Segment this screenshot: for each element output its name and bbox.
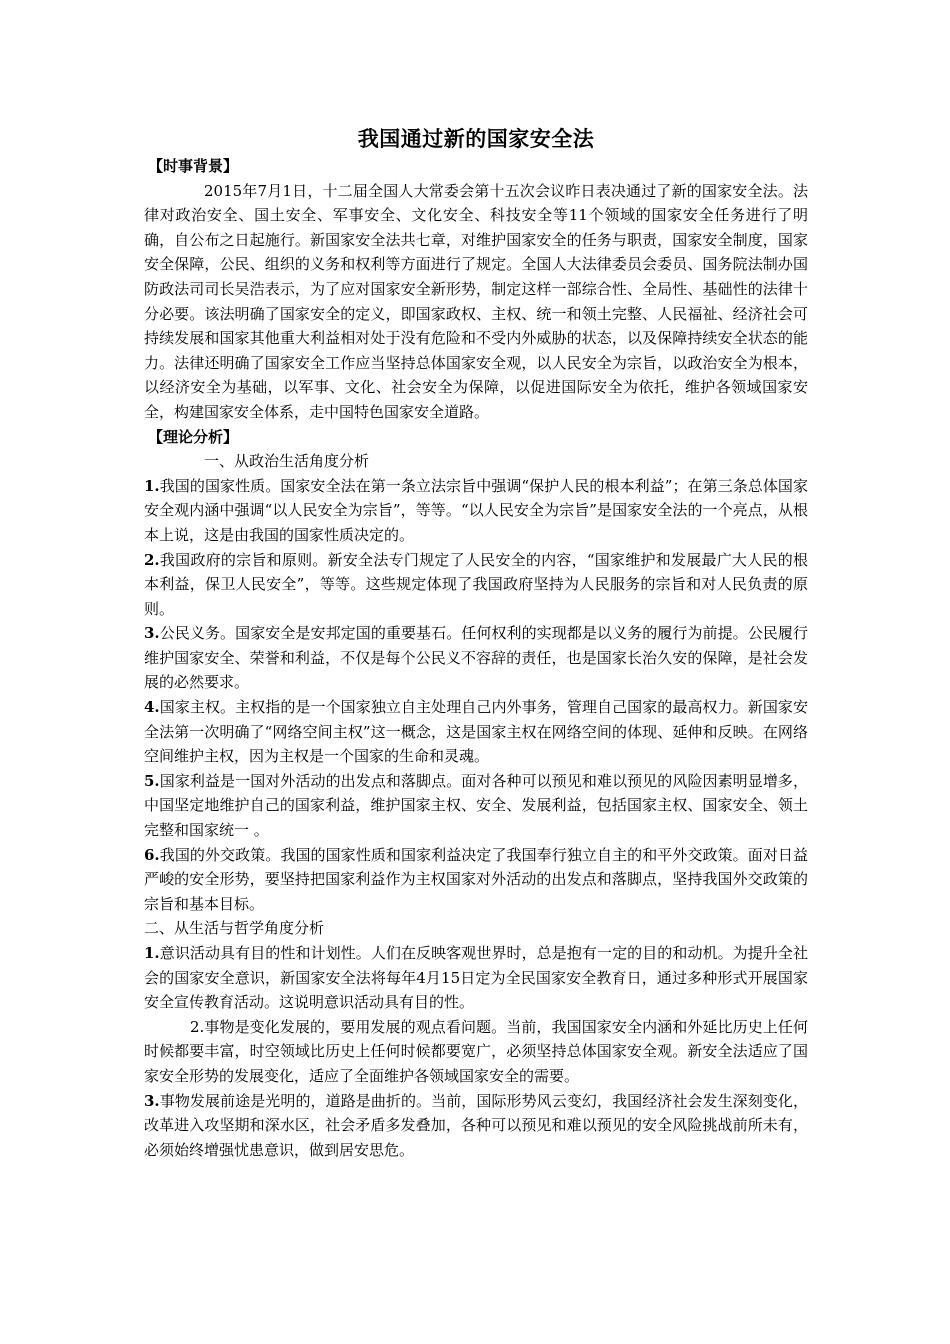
item-text: 我国政府的宗旨和原则。新安全法专门规定了人民安全的内容，“国家维护和发展最广大人民的根本利益，保卫人民安全”，等等。这些规定体现了我国政府坚持为人民服务的宗旨和对人民负责的原则。 bbox=[144, 550, 808, 618]
item-number: 6. bbox=[144, 845, 160, 864]
item-text: 国家主权。主权指的是一个国家独立自主处理自己内外事务，管理自己国家的最高权力。新国家安全法第一次明确了“网络空间主权”这一概念，这是国家主权在网络空间的体现、延伸和反映。在网络空间维护主权，因为主权是一个国家的生命和灵魂。 bbox=[144, 698, 808, 766]
background-paragraph: 2015年7月1日，十二届全国人大常委会第十五次会议昨日表决通过了新的国家安全法。法律对政治安全、国土安全、军事安全、文化安全、科技安全等11个领域的国家安全任务进行了明确，自公布之日起施行。新国家安全法共七章，对维护国家安全的任务与职责，国家安全制度，国家安全保障，公民、组织的义务和权利等方面进行了规定。全国人大法律委员会委员、国务院法制办国防政法司司长吴浩表示，为了应对国家安全新形势，制定这样一部综合性、全局性、基础性的法律十分必要。该法明确了国家安全的定义，即国家政权、主权、统一和领土完整、人民福祉、经济社会可持续发展和国家其他重大利益相对处于没有危险和不受内外威胁的状态，以及保障持续安全状态的能力。法律还明确了国家安全工作应当坚持总体国家安全观，以人民安全为宗旨，以政治安全为根本，以经济安全为基础，以军事、文化、社会安全为保障，以促进国际安全为依托，维护各领域国家安全，构建国家安全体系，走中国特色国家安全道路。 bbox=[144, 181, 808, 421]
section1-item-3 bbox=[144, 621, 808, 695]
item-text: 公民义务。国家安全是安邦定国的重要基石。任何权利的实现都是以义务的履行为前提。公民履行维护国家安全、荣誉和利益，不仅是每个公民义不容辞的责任，也是国家长治久安的保障，是社会发展的必然要求。 bbox=[144, 624, 808, 692]
section1-item-2 bbox=[144, 548, 808, 622]
section1-item-4 bbox=[144, 695, 808, 769]
section1-title: 一、从政治生活角度分析 bbox=[204, 452, 370, 471]
item-text: 我国的国家性质。国家安全法在第一条立法宗旨中强调“保护人民的根本利益”；在第三条总体国家安全观内涵中强调“以人民安全为宗旨”，等等。“以人民安全为宗旨”是国家安全法的一个亮点，从根本上说，这是由我国的国家性质决定的。 bbox=[144, 476, 808, 544]
item-number: 4. bbox=[144, 698, 160, 717]
item-text: 我国的外交政策。我国的国家性质和国家利益决定了我国奉行独立自主的和平外交政策。面对日益严峻的安全形势，要坚持把国家利益作为主权国家对外活动的出发点和落脚点，坚持我国外交政策的宗旨和基本目标。 bbox=[144, 845, 808, 913]
document-body bbox=[144, 154, 808, 1162]
document-page bbox=[144, 0, 808, 1162]
item-text: 意识活动具有目的性和计划性。人们在反映客观世界时，总是抱有一定的目的和动机。为提升全社会的国家安全意识，新国家安全法将每年4月15日定为全民国家安全教育日，通过多种形式开展国家安全宣传教育活动。这说明意识活动具有目的性。 bbox=[144, 944, 808, 1012]
section2-title: 二、从生活与哲学角度分析 bbox=[144, 919, 325, 938]
item-text: 国家利益是一国对外活动的出发点和落脚点。面对各种可以预见和难以预见的风险因素明显增多，中国坚定地维护自己的国家利益，维护国家主权、安全、发展利益，包括国家主权、国家安全、领土完整和国家统一 。 bbox=[144, 771, 808, 840]
section1-item-5 bbox=[144, 769, 808, 843]
section2-item-3 bbox=[144, 1089, 808, 1163]
item-number: 1. bbox=[144, 944, 160, 962]
section1-item-1 bbox=[144, 474, 808, 548]
item-number: 3. bbox=[144, 624, 160, 643]
item-number: 5. bbox=[144, 771, 160, 790]
background-heading: 【时事背景】 bbox=[148, 157, 239, 175]
section2-item-1 bbox=[144, 941, 808, 1015]
item-number: 2. bbox=[144, 550, 160, 569]
page-title: 我国通过新的国家安全法 bbox=[357, 126, 595, 151]
section2-item-2: 2.事物是变化发展的，要用发展的观点看问题。当前，我国国家安全内涵和外延比历史上任何时候都要丰富，时空领域比历史上任何时候都要宽广，必须坚持总体国家安全观。新安全法适应了国家安全形势的发展变化，适应了全面维护各领域国家安全的需要。 bbox=[144, 1017, 808, 1085]
item-text: 事物发展前途是光明的，道路是曲折的。当前，国际形势风云变幻，我国经济社会发生深刻变化，改革进入攻坚期和深水区，社会矛盾多发叠加，各种可以预见和难以预见的安全风险挑战前所未有，必须始终增强忧患意识，做到居安思危。 bbox=[144, 1091, 808, 1159]
section1-item-6 bbox=[144, 843, 808, 917]
item-number: 1. bbox=[144, 476, 160, 495]
item-number: 3. bbox=[144, 1091, 160, 1110]
analysis-heading: 【理论分析】 bbox=[148, 427, 239, 446]
